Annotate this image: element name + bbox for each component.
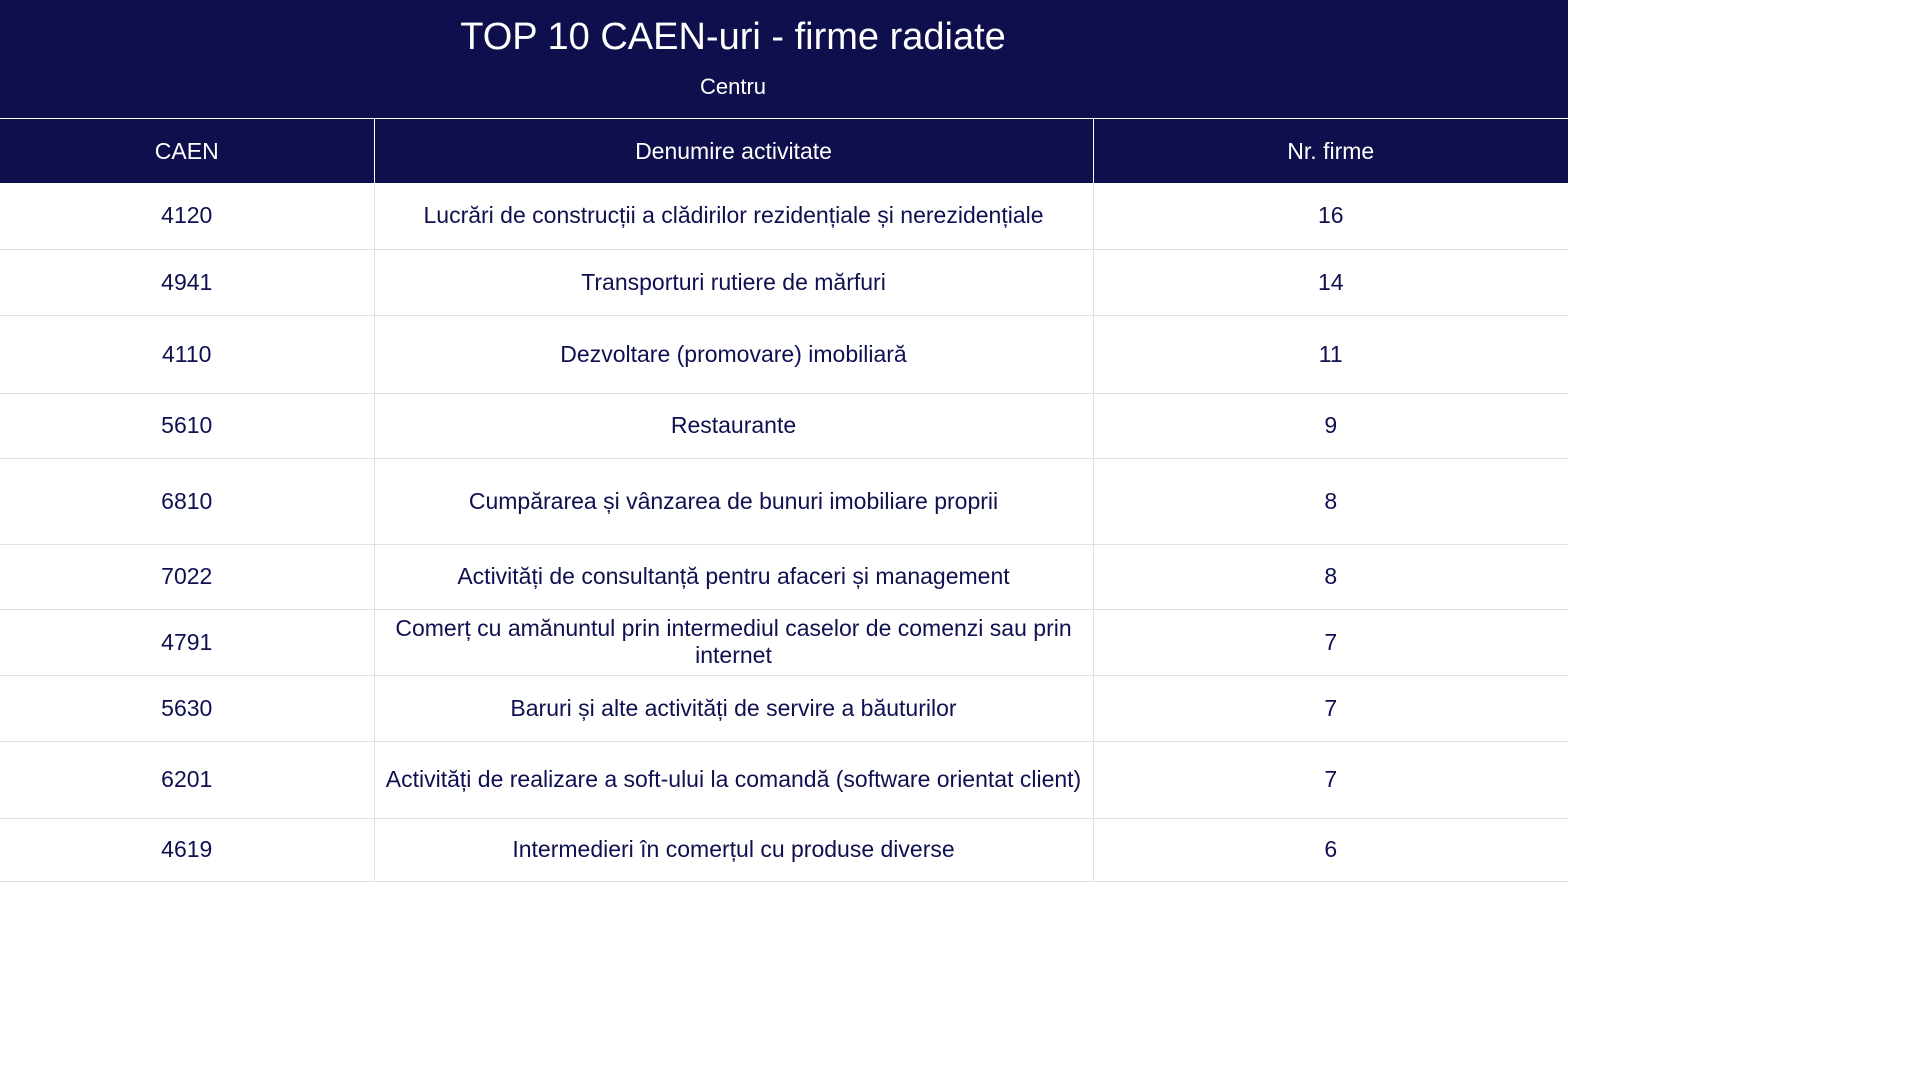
cell-caen: 6201 <box>0 741 374 818</box>
cell-count: 16 <box>1093 183 1568 249</box>
cell-caen: 7022 <box>0 544 374 609</box>
cell-count: 7 <box>1093 741 1568 818</box>
cell-caen: 4619 <box>0 818 374 881</box>
cell-caen: 5610 <box>0 393 374 458</box>
table-row <box>0 458 1568 544</box>
data-table <box>0 118 1568 882</box>
cell-count: 14 <box>1093 249 1568 315</box>
chart-title: TOP 10 CAEN-uri - firme radiate <box>460 16 1006 58</box>
cell-activity: Transporturi rutiere de mărfuri <box>374 249 1093 315</box>
table-row <box>0 818 1568 881</box>
table-row <box>0 249 1568 315</box>
table-row <box>0 675 1568 741</box>
cell-count: 8 <box>1093 544 1568 609</box>
cell-caen: 5630 <box>0 675 374 741</box>
cell-count: 9 <box>1093 393 1568 458</box>
cell-activity: Activități de consultanță pentru afaceri și management <box>374 544 1093 609</box>
cell-count: 8 <box>1093 458 1568 544</box>
column-header-activity[interactable]: Denumire activitate <box>374 119 1093 184</box>
table-row <box>0 315 1568 393</box>
cell-activity: Cumpărarea și vânzarea de bunuri imobiliare proprii <box>374 458 1093 544</box>
column-header-caen[interactable]: CAEN <box>0 119 374 184</box>
cell-count: 6 <box>1093 818 1568 881</box>
table-header-row <box>0 119 1568 184</box>
table-row <box>0 544 1568 609</box>
chart-header <box>0 0 1568 118</box>
cell-caen: 4941 <box>0 249 374 315</box>
cell-caen: 4791 <box>0 609 374 675</box>
cell-activity: Dezvoltare (promovare) imobiliară <box>374 315 1093 393</box>
cell-count: 7 <box>1093 675 1568 741</box>
cell-activity: Lucrări de construcții a clădirilor rezidențiale și nerezidențiale <box>374 183 1093 249</box>
cell-activity: Activități de realizare a soft-ului la comandă (software orientat client) <box>374 741 1093 818</box>
table-row <box>0 183 1568 249</box>
column-header-count[interactable]: Nr. firme <box>1093 119 1568 184</box>
cell-caen: 4120 <box>0 183 374 249</box>
cell-count: 11 <box>1093 315 1568 393</box>
cell-caen: 4110 <box>0 315 374 393</box>
cell-activity: Restaurante <box>374 393 1093 458</box>
cell-count: 7 <box>1093 609 1568 675</box>
table-row <box>0 741 1568 818</box>
cell-caen: 6810 <box>0 458 374 544</box>
chart-subtitle: Centru <box>699 74 767 99</box>
cell-activity: Intermedieri în comerțul cu produse diverse <box>374 818 1093 881</box>
table-row <box>0 609 1568 675</box>
cell-activity: Baruri și alte activități de servire a băuturilor <box>374 675 1093 741</box>
table-row <box>0 393 1568 458</box>
cell-activity: Comerț cu amănuntul prin intermediul caselor de comenzi sau prin internet <box>374 609 1093 675</box>
